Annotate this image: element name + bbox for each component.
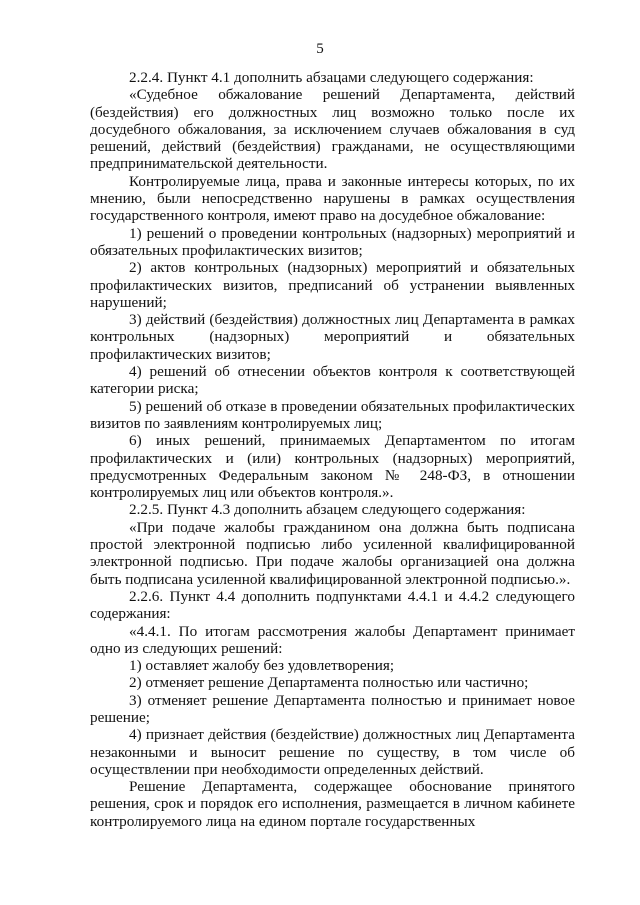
page-number: 5	[316, 41, 324, 57]
decision-item-3: 3) отменяет решение Департамента полностью и принимает новое решение;	[90, 691, 575, 726]
decision-item-1: 1) оставляет жалобу без удовлетворения;	[129, 657, 395, 675]
paragraph-judicial-appeal: «Судебное обжалование решений Департамента, действий (бездействия) его должностных лиц возможно только после их досудебного обжалования, за исключением случаев обжалования в суд решений, действий (бездействия) гражданами, не осуществляющими предпринимательской деятельности.	[90, 86, 575, 173]
list-item-5: 5) решений об отказе в проведении обязательных профилактических визитов по заявлениям контролируемых лиц;	[90, 397, 575, 432]
paragraph-2-2-4-heading: 2.2.4. Пункт 4.1 дополнить абзацами следующего содержания:	[129, 69, 534, 86]
paragraph-2-2-6-heading: 2.2.6. Пункт 4.4 дополнить подпунктами 4.4.1 и 4.4.2 следующего содержания:	[90, 587, 575, 623]
list-item-4: 4) решений об отнесении объектов контроля к соответствующей категории риска;	[90, 363, 575, 398]
list-item-1: 1) решений о проведении контрольных (надзорных) мероприятий и обязательных профилактических визитов;	[90, 224, 575, 259]
paragraph-decision-publication: Решение Департамента, содержащее обоснование принятого решения, срок и порядок его исполнения, размещается в личном кабинете контролируемого лица на едином портале государственных	[90, 778, 575, 830]
list-item-2: 2) актов контрольных (надзорных) мероприятий и обязательных профилактических визитов, предписаний об устранении выявленных нарушений;	[90, 259, 575, 311]
decision-item-2: 2) отменяет решение Департамента полностью или частично;	[129, 674, 529, 692]
paragraph-2-2-5-heading: 2.2.5. Пункт 4.3 дополнить абзацем следующего содержания:	[129, 501, 526, 519]
decision-item-4: 4) признает действия (бездействие) должностных лиц Департамента незаконными и выносит решение по существу, в том числе об осуществлении при необходимости определенных действий.	[90, 726, 575, 778]
list-item-6: 6) иных решений, принимаемых Департаментом по итогам профилактических и (или) контрольных (надзорных) мероприятий, предусмотренных Федеральным законом № 248-ФЗ, в отношении контролируемых лиц или объектов контроля.».	[90, 432, 575, 502]
paragraph-complaint-signature: «При подаче жалобы гражданином она должна быть подписана простой электронной подписью либо усиленной квалифицированной электронной подписью. При подаче жалобы организацией она должна быть подписана усиленной квалифицированной электронной подписью.».	[90, 518, 575, 588]
list-item-3: 3) действий (бездействия) должностных лиц Департамента в рамках контрольных (надзорных) мероприятий и обязательных профилактических визитов;	[90, 311, 575, 363]
paragraph-controlled-persons: Контролируемые лица, права и законные интересы которых, по их мнению, были непосредственно нарушены в рамках осуществления государственного контроля, имеют право на досудебное обжалование:	[90, 172, 575, 225]
document-body	[90, 69, 575, 830]
paragraph-4-4-1: «4.4.1. По итогам рассмотрения жалобы Департамент принимает одно из следующих решений:	[90, 622, 575, 657]
